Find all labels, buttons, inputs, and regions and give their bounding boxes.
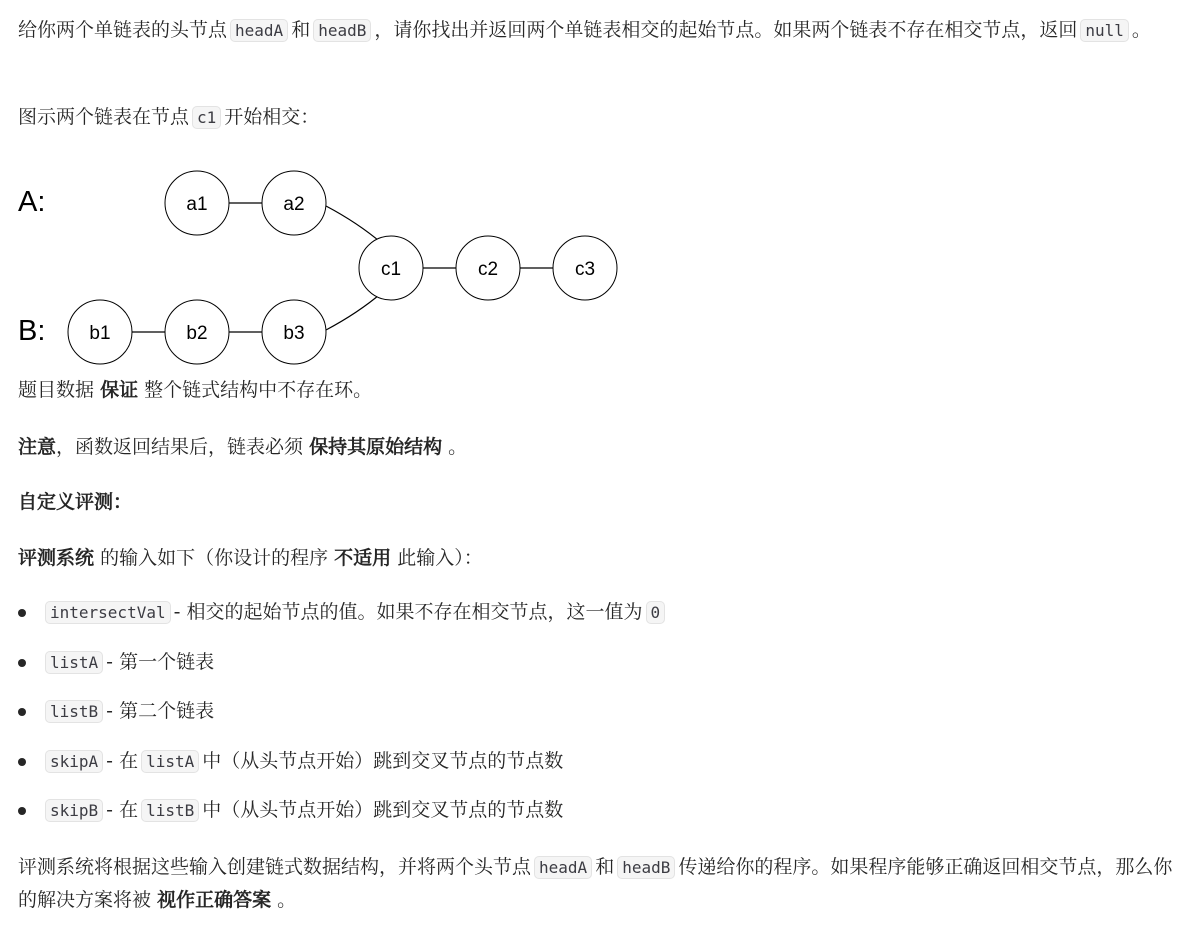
- final-text-1: 评测系统将根据这些输入创建链式数据结构，并将两个头节点: [18, 856, 532, 878]
- node-c3-label: c3: [574, 259, 596, 280]
- code-skipB: skipB: [45, 799, 103, 822]
- intro-text-1: 给你两个单链表的头节点: [18, 19, 228, 41]
- list-item: [18, 646, 668, 696]
- list-item: [18, 745, 668, 795]
- node-a2: [262, 171, 326, 235]
- code-headA-final: headA: [534, 856, 592, 879]
- eval-intro-text-1: 的输入如下（你设计的程序: [100, 547, 329, 569]
- node-b3: [262, 300, 326, 364]
- code-headB-final: headB: [617, 856, 675, 879]
- input-list: [18, 596, 668, 844]
- figure-caption-text-2: 开始相交：: [224, 106, 320, 128]
- list-item: [18, 596, 668, 646]
- guarantee-text-2: 整个链式结构中不存在环。: [144, 379, 373, 401]
- bullet-dot: [18, 758, 26, 766]
- node-b2-label: b2: [186, 323, 208, 344]
- code-zero: 0: [646, 601, 666, 624]
- linked-list-diagram: [16, 148, 656, 373]
- note-text-1: ，函数返回结果后，链表必须: [56, 436, 304, 458]
- bullet-dot: [18, 807, 26, 815]
- code-skipA: skipA: [45, 750, 103, 773]
- intro-text-2: 和: [291, 19, 311, 41]
- note-bold-1: 注意: [18, 436, 57, 458]
- node-b3-label: b3: [283, 323, 305, 344]
- code-listA: listA: [45, 651, 103, 674]
- bullet-dot: [18, 708, 26, 716]
- guarantee-paragraph: [18, 374, 372, 407]
- final-text-4: 。: [277, 889, 297, 911]
- eval-intro-bold-1: 评测系统: [18, 547, 95, 569]
- bullet-3-text: - 第二个链表: [106, 700, 215, 722]
- node-c3: [553, 236, 617, 300]
- code-headB: headB: [313, 19, 371, 42]
- intro-text-3: ，请你找出并返回两个单链表相交的起始节点。如果两个链表不存在相交节点，返回: [374, 19, 1078, 41]
- label-list-b: B:: [18, 315, 46, 347]
- code-headA: headA: [230, 19, 288, 42]
- node-a1-label: a1: [186, 194, 208, 215]
- code-listB-inline: listB: [141, 799, 199, 822]
- figure-caption-text-1: 图示两个链表在节点: [18, 106, 190, 128]
- bullet-dot: [18, 659, 26, 667]
- node-c1: [359, 236, 423, 300]
- eval-intro-text-2: 此输入）：: [397, 547, 483, 569]
- final-text-3: 传递给你的程序。如果程序能够正确返回相交节点，那么你的解决方案将被: [18, 856, 1173, 911]
- node-a2-label: a2: [283, 194, 305, 215]
- final-bold: 视作正确答案: [157, 889, 272, 911]
- eval-intro-paragraph: [18, 542, 483, 575]
- node-b2: [165, 300, 229, 364]
- code-null: null: [1080, 19, 1129, 42]
- code-intersectVal: intersectVal: [45, 601, 171, 624]
- code-listB: listB: [45, 700, 103, 723]
- code-listA-inline: listA: [141, 750, 199, 773]
- node-c2: [456, 236, 520, 300]
- node-b1: [68, 300, 132, 364]
- bullet-5-text-1: - 在: [106, 799, 139, 821]
- node-c1-label: c1: [380, 259, 402, 280]
- bullet-4-text-2: 中（从头节点开始）跳到交叉节点的节点数: [202, 749, 564, 772]
- guarantee-bold: 保证: [100, 379, 139, 401]
- note-bold-2: 保持其原始结构: [309, 436, 443, 458]
- custom-eval-heading: 自定义评测：: [18, 491, 133, 513]
- final-text-2: 和: [595, 856, 615, 878]
- note-paragraph: [18, 431, 467, 464]
- intro-paragraph: [18, 14, 1183, 47]
- final-paragraph: [18, 851, 1183, 917]
- figure-caption: [18, 101, 319, 134]
- list-item: [18, 695, 668, 745]
- label-list-a: A:: [18, 186, 46, 218]
- guarantee-text-1: 题目数据: [18, 379, 95, 401]
- bullet-dot: [18, 609, 26, 617]
- eval-intro-bold-2: 不适用: [334, 547, 392, 569]
- intro-text-4: 。: [1131, 19, 1151, 41]
- note-text-2: 。: [448, 436, 468, 458]
- code-c1: c1: [192, 106, 221, 129]
- bullet-5-text-2: 中（从头节点开始）跳到交叉节点的节点数: [202, 799, 564, 821]
- node-a1: [165, 171, 229, 235]
- bullet-1-text: - 相交的起始节点的值。如果不存在相交节点，这一值为: [173, 601, 643, 623]
- node-b1-label: b1: [89, 323, 111, 344]
- node-c2-label: c2: [477, 259, 499, 280]
- list-item: [18, 794, 668, 844]
- bullet-2-text: - 第一个链表: [106, 650, 215, 673]
- bullet-4-text-1: - 在: [106, 749, 139, 772]
